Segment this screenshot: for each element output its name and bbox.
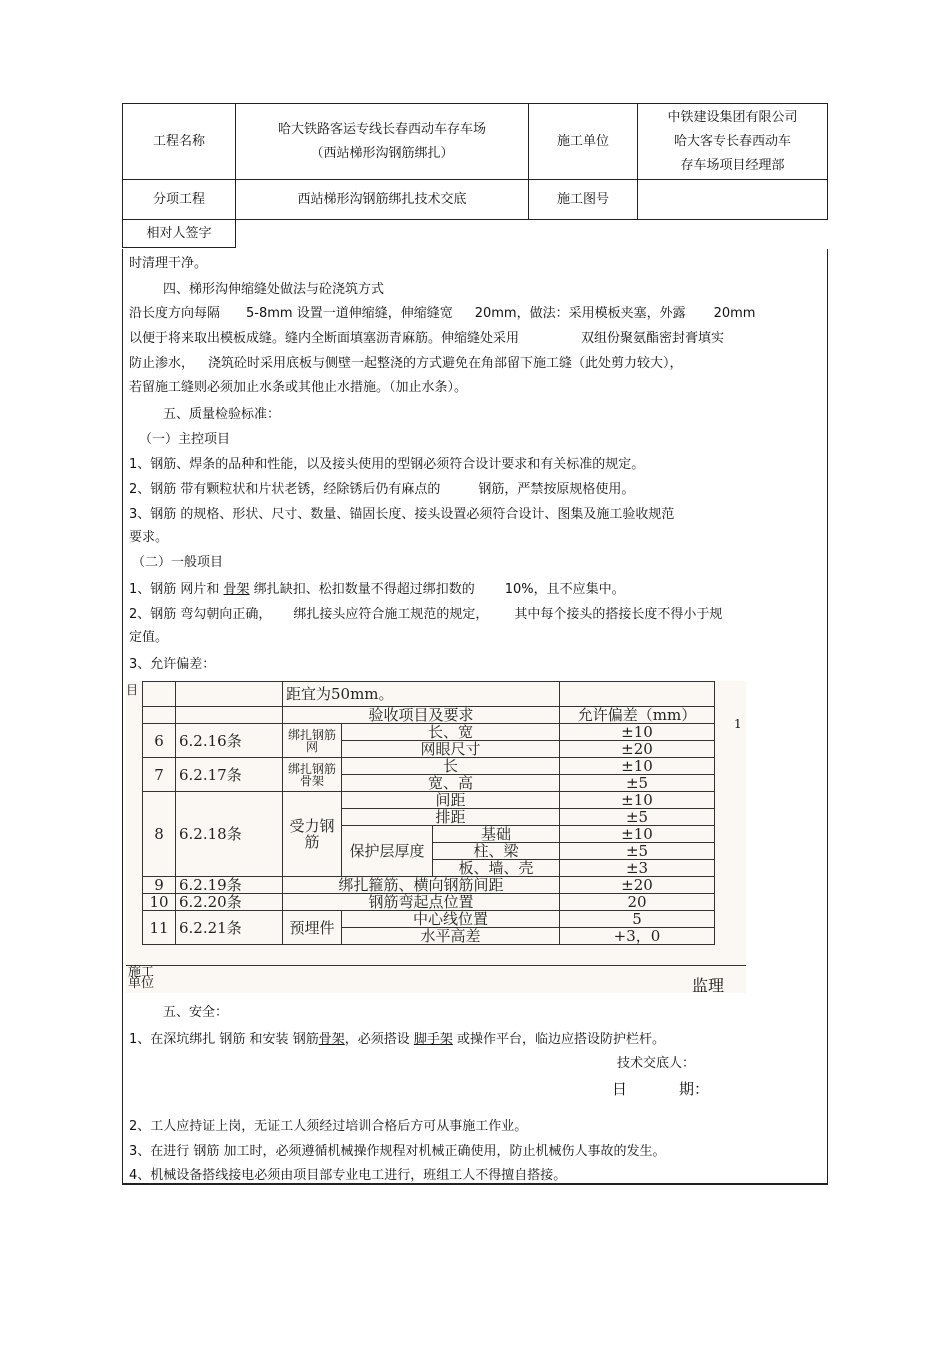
- text-line: 3、在进行 钢筋 加工时，必须遵循机械操作规程对机械正确使用，防止机械伤人事故的发生。: [129, 1144, 666, 1159]
- construction-unit-line2: 哈大客专长春西动车: [673, 133, 791, 149]
- text-line: 以便于将来取出模板成缝。缝内全断面填塞沥青麻筋。伸缩缝处采用 双组份聚氨酯密封膏填实: [129, 331, 725, 346]
- text-line: 2、钢筋 弯勾朝向正确， 绑扎接头应符合施工规范的规定， 其中每个接头的搭接长度不得小于规: [129, 607, 723, 622]
- text-line: 3、钢筋 的规格、形状、尺寸、数量、锚固长度、接头设置必须符合设计、图集及施工验收规范: [129, 507, 675, 522]
- construction-unit-value: [638, 104, 828, 180]
- project-name-value: [236, 104, 529, 180]
- signature-label: 相对人签字: [123, 220, 236, 248]
- text-line: 时清理干净。: [129, 256, 208, 271]
- signature-value: [236, 220, 828, 248]
- drawing-no-label: 施工图号: [529, 180, 638, 220]
- text-line: 1、钢筋、焊条的品种和性能，以及接头使用的型钢必须符合设计要求和有关标准的规定。: [129, 457, 645, 472]
- footer-right: 监理: [692, 976, 725, 993]
- text-line: 4、机械设备搭线接电必须由项目部专业电工进行，班组工人不得擅自搭接。: [129, 1168, 567, 1183]
- disclosure-person-label: 技术交底人：: [617, 1056, 696, 1071]
- project-name-line1: 哈大铁路客运专线长春西动车存车场: [277, 121, 486, 137]
- drawing-no-value: [638, 180, 828, 220]
- tolerance-table-image: [126, 681, 746, 993]
- right-cut-char: 1: [734, 717, 742, 731]
- text-line: 3、允许偏差：: [129, 657, 216, 672]
- sub-heading: （二）一般项目: [132, 555, 224, 570]
- text-line: 防止渗水， 浇筑砼时采用底板与侧壁一起整浇的方式避免在角部留下施工缝（此处剪力较大），: [129, 356, 683, 371]
- construction-unit-line3: 存车场项目经理部: [680, 157, 785, 173]
- text-line: 1、在深坑绑扎 钢筋 和安装 钢筋骨架，必须搭设 脚手架 或操作平台，临边应搭设防护栏杆。: [129, 1032, 666, 1047]
- left-cut-char: 目: [126, 683, 139, 697]
- sub-project-value: 西站梯形沟钢筋绑扎技术交底: [236, 180, 529, 220]
- construction-unit-line1: 中铁建设集团有限公司: [667, 109, 798, 125]
- sub-project-label: 分项工程: [123, 180, 236, 220]
- date-label: 日 期：: [612, 1080, 710, 1098]
- section-heading: 四、梯形沟伸缩缝处做法与砼浇筑方式: [163, 282, 385, 297]
- footer-line: [126, 965, 746, 966]
- header-table: [122, 103, 828, 248]
- project-name-label: 工程名称: [123, 104, 236, 180]
- project-name-line2: （西站梯形沟钢筋绑扎）: [310, 145, 454, 161]
- text-line: 2、工人应持证上岗，无证工人须经过培训合格后方可从事施工作业。: [129, 1119, 528, 1134]
- text-line: 1、钢筋 网片和 骨架 绑扎缺扣、松扣数量不得超过绑扣数的 10%，且不应集中。: [129, 582, 625, 597]
- top-cut-text: 距宜为50mm。: [283, 682, 560, 707]
- text-line: 若留施工缝则必须加止水条或其他止水措施。（加止水条）。: [129, 380, 468, 395]
- header-item: 验收项目及要求: [283, 707, 560, 724]
- sub-heading: （一）主控项目: [139, 432, 231, 447]
- section-heading: 五、安全：: [163, 1005, 229, 1020]
- footer-left: 施工单位: [128, 965, 155, 991]
- header-tol: 允许偏差（mm）: [560, 707, 715, 724]
- text-line: 2、钢筋 带有颗粒状和片状老锈，经除锈后仍有麻点的 钢筋，严禁按原规格使用。: [129, 482, 635, 497]
- tolerance-table: 距宜为50mm。 验收项目及要求 允许偏差（mm） 6 6.2.16条 绑扎钢筋网 长、宽 ±10 网眼尺寸 ±20 7 6.2.17条 绑扎钢筋骨架 长 ±10 宽、高 ±5 8 6.2.18条 受力钢筋 间距 ±10 排距 ±5 保护层厚度 基础 ±10 柱、梁 ±5 板、墙、壳 ±3 9 6.2.19条 绑扎箍筋、横向钢筋间距 ±20 10 6.2.20条 钢筋弯起点位置 20 11 6.2.21条 预埋件 中心线位置 5 水平高差 +3，0: [142, 681, 715, 945]
- section-heading: 五、质量检验标准：: [163, 407, 281, 422]
- text-line: 沿长度方向每隔 5-8mm 设置一道伸缩缝，伸缩缝宽 20mm，做法：采用模板夹塞，外露 20mm: [129, 306, 756, 321]
- text-line: 要求。: [129, 530, 169, 545]
- text-line: 定值。: [129, 630, 169, 645]
- construction-unit-label: 施工单位: [529, 104, 638, 180]
